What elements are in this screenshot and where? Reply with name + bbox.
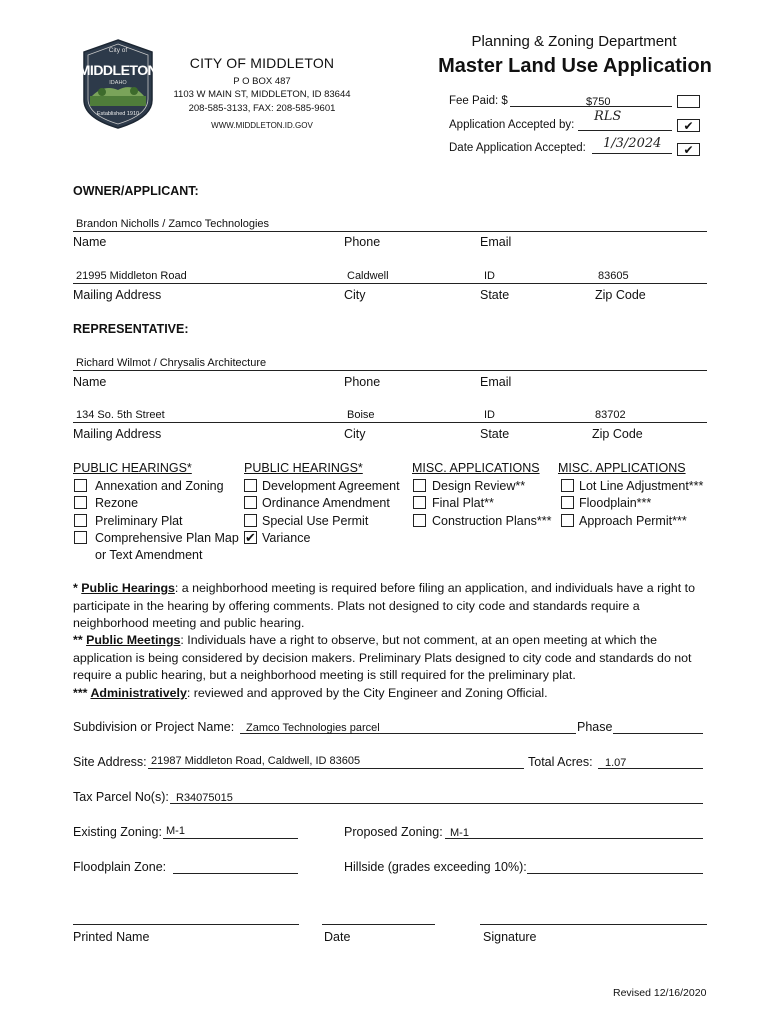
signature-label: Signature — [483, 930, 537, 944]
subdivision-value[interactable]: Zamco Technologies parcel — [246, 722, 380, 734]
owner-zip-value[interactable]: 83605 — [598, 270, 629, 282]
site-address-label: Site Address: — [73, 755, 147, 769]
variance-label: Variance — [262, 531, 311, 545]
owner-phone-label: Phone — [344, 235, 381, 249]
rezone-checkbox[interactable] — [74, 496, 87, 509]
total-acres-label: Total Acres: — [528, 755, 593, 769]
note1-term: Public Hearings — [81, 581, 175, 595]
fee-value: $750 — [586, 96, 611, 108]
special-use-permit-checkbox[interactable] — [244, 514, 257, 527]
comprehensive-plan-label-cont: or Text Amendment — [95, 548, 203, 562]
rep-email-label: Email — [480, 375, 512, 389]
owner-name-label: Name — [73, 235, 107, 249]
seal-established: Established 1910 — [96, 111, 140, 117]
development-agreement-label: Development Agreement — [262, 479, 400, 493]
city-street: 1103 W MAIN ST, MIDDLETON, ID 83644 — [173, 89, 351, 100]
owner-email-label: Email — [480, 235, 512, 249]
accepted-by-label: Application Accepted by: — [449, 119, 575, 131]
city-website: WWW.MIDDLETON.ID.GOV — [211, 121, 313, 130]
comprehensive-plan-checkbox[interactable] — [74, 531, 87, 544]
final-plat-checkbox[interactable] — [413, 496, 426, 509]
seal-top-text: City of — [108, 47, 128, 54]
note3-prefix: *** — [73, 686, 91, 700]
accepted-by-value: RLS — [594, 109, 622, 124]
date-line — [322, 924, 435, 925]
note-administratively — [73, 685, 713, 703]
rep-row1-line — [73, 370, 707, 371]
date-accepted-line — [592, 153, 672, 154]
rep-zip-value[interactable]: 83702 — [595, 409, 626, 421]
seal-state: IDAHO — [109, 80, 127, 86]
col4-header: MISC. APPLICATIONS — [558, 461, 686, 475]
development-agreement-checkbox[interactable] — [244, 479, 257, 492]
floodplain-zone-label: Floodplain Zone: — [73, 860, 167, 874]
existing-zoning-label: Existing Zoning: — [73, 825, 162, 839]
fee-checkbox[interactable] — [677, 95, 700, 108]
note1-prefix: * — [73, 581, 82, 595]
proposed-zoning-line — [445, 838, 703, 839]
owner-zip-label: Zip Code — [595, 288, 646, 302]
preliminary-plat-checkbox[interactable] — [74, 514, 87, 527]
lot-line-checkbox[interactable] — [561, 479, 574, 492]
printed-name-line — [73, 924, 299, 925]
tax-parcel-value[interactable]: R34075015 — [176, 792, 233, 804]
construction-plans-checkbox[interactable] — [413, 514, 426, 527]
approach-permit-label: Approach Permit*** — [579, 514, 687, 528]
floodplain-label: Floodplain*** — [579, 496, 652, 510]
rep-mailing-label: Mailing Address — [73, 427, 162, 441]
po-box: P O BOX 487 — [233, 76, 291, 87]
note3-text: : reviewed and approved by the City Engineer and Zoning Official. — [186, 686, 548, 700]
tax-parcel-line — [170, 803, 703, 804]
note-public-hearings — [73, 580, 713, 633]
owner-state-value[interactable]: ID — [484, 270, 495, 282]
phase-line — [613, 733, 703, 734]
note2-text: : Individuals have a right to observe, but not comment, at an open meeting at which the application is being considered by decision makers. Preliminary Plats designed to city code and standards do not require a public hearing, but a neighborhood meeting is still required for the preliminary plat. — [73, 633, 692, 682]
col2-header: PUBLIC HEARINGS* — [244, 461, 363, 475]
final-plat-label: Final Plat** — [432, 496, 494, 510]
date-accepted-value: 1/3/2024 — [603, 136, 662, 151]
check-mark-icon: ✔ — [683, 142, 694, 157]
col3-header: MISC. APPLICATIONS — [412, 461, 540, 475]
rep-row2-line — [73, 422, 707, 423]
fee-label: Fee Paid: $ — [449, 95, 508, 107]
rep-city-value[interactable]: Boise — [347, 409, 375, 421]
city-name: CITY OF MIDDLETON — [189, 55, 335, 71]
preliminary-plat-label: Preliminary Plat — [95, 514, 183, 528]
city-phone-fax: 208-585-3133, FAX: 208-585-9601 — [188, 103, 336, 114]
owner-name-value[interactable]: Brandon Nicholls / Zamco Technologies — [76, 218, 270, 230]
owner-section-title: OWNER/APPLICANT: — [73, 184, 199, 198]
note1-text: : a neighborhood meeting is required before filing an application, and individuals have a right to participate in the hearing by offering comments. Plats not designed to city code and standards require a neighborhood meeting and public hearing. — [73, 581, 695, 630]
rep-section-title: REPRESENTATIVE: — [73, 322, 189, 336]
annexation-label: Annexation and Zoning — [95, 479, 224, 493]
date-checkbox[interactable] — [677, 143, 700, 156]
rep-address-value[interactable]: 134 So. 5th Street — [76, 409, 165, 421]
rep-name-value[interactable]: Richard Wilmot / Chrysalis Architecture — [76, 357, 267, 369]
owner-city-value[interactable]: Caldwell — [347, 270, 389, 282]
note-public-meetings — [73, 632, 713, 685]
rep-city-label: City — [344, 427, 366, 441]
variance-checkbox[interactable] — [244, 531, 257, 544]
comprehensive-plan-label: Comprehensive Plan Map — [95, 531, 239, 545]
rezone-label: Rezone — [95, 496, 139, 510]
owner-state-label: State — [480, 288, 510, 302]
floodplain-zone-line — [173, 873, 298, 874]
owner-city-label: City — [344, 288, 366, 302]
ordinance-amendment-label: Ordinance Amendment — [262, 496, 390, 510]
floodplain-checkbox[interactable] — [561, 496, 574, 509]
approach-permit-checkbox[interactable] — [561, 514, 574, 527]
site-address-line — [148, 768, 524, 769]
note3-term: Administratively — [90, 686, 187, 700]
total-acres-value[interactable]: 1.07 — [605, 757, 627, 769]
proposed-zoning-label: Proposed Zoning: — [344, 825, 443, 839]
note2-prefix: ** — [73, 633, 87, 647]
owner-mailing-label: Mailing Address — [73, 288, 162, 302]
lot-line-label: Lot Line Adjustment*** — [579, 479, 704, 493]
date-accepted-label: Date Application Accepted: — [449, 142, 586, 154]
note2-term: Public Meetings — [86, 633, 181, 647]
check-mark-icon: ✔ — [683, 118, 694, 133]
rep-phone-label: Phone — [344, 375, 381, 389]
hillside-label: Hillside (grades exceeding 10%): — [344, 860, 527, 874]
accepted-by-line — [578, 130, 672, 131]
design-review-label: Design Review** — [432, 479, 526, 493]
col1-header: PUBLIC HEARINGS* — [73, 461, 192, 475]
rep-name-label: Name — [73, 375, 107, 389]
proposed-zoning-value[interactable]: M-1 — [450, 827, 469, 839]
rep-state-value[interactable]: ID — [484, 409, 495, 421]
site-address-value[interactable]: 21987 Middleton Road, Caldwell, ID 83605 — [151, 755, 361, 767]
date-label: Date — [324, 930, 351, 944]
seal-name: MIDDLETON — [78, 62, 158, 78]
accepted-checkbox[interactable] — [677, 119, 700, 132]
signature-line — [480, 924, 707, 925]
owner-row1-line — [73, 231, 707, 232]
form-title: Master Land Use Application — [438, 55, 712, 77]
existing-zoning-line — [163, 838, 298, 839]
rep-zip-label: Zip Code — [592, 427, 643, 441]
owner-address-value[interactable]: 21995 Middleton Road — [76, 270, 187, 282]
check-mark-icon: ✔ — [245, 530, 256, 545]
phase-label: Phase — [577, 720, 613, 734]
printed-name-label: Printed Name — [73, 930, 150, 944]
subdivision-label: Subdivision or Project Name: — [73, 720, 235, 734]
design-review-checkbox[interactable] — [413, 479, 426, 492]
construction-plans-label: Construction Plans*** — [432, 514, 552, 528]
ordinance-amendment-checkbox[interactable] — [244, 496, 257, 509]
revised-date: Revised 12/16/2020 — [613, 987, 707, 999]
tax-parcel-label: Tax Parcel No(s): — [73, 790, 169, 804]
hillside-line — [527, 873, 703, 874]
existing-zoning-value[interactable]: M-1 — [166, 825, 185, 837]
rep-state-label: State — [480, 427, 510, 441]
annexation-checkbox[interactable] — [74, 479, 87, 492]
special-use-permit-label: Special Use Permit — [262, 514, 369, 528]
department-name: Planning & Zoning Department — [471, 33, 677, 50]
owner-row2-line — [73, 283, 707, 284]
